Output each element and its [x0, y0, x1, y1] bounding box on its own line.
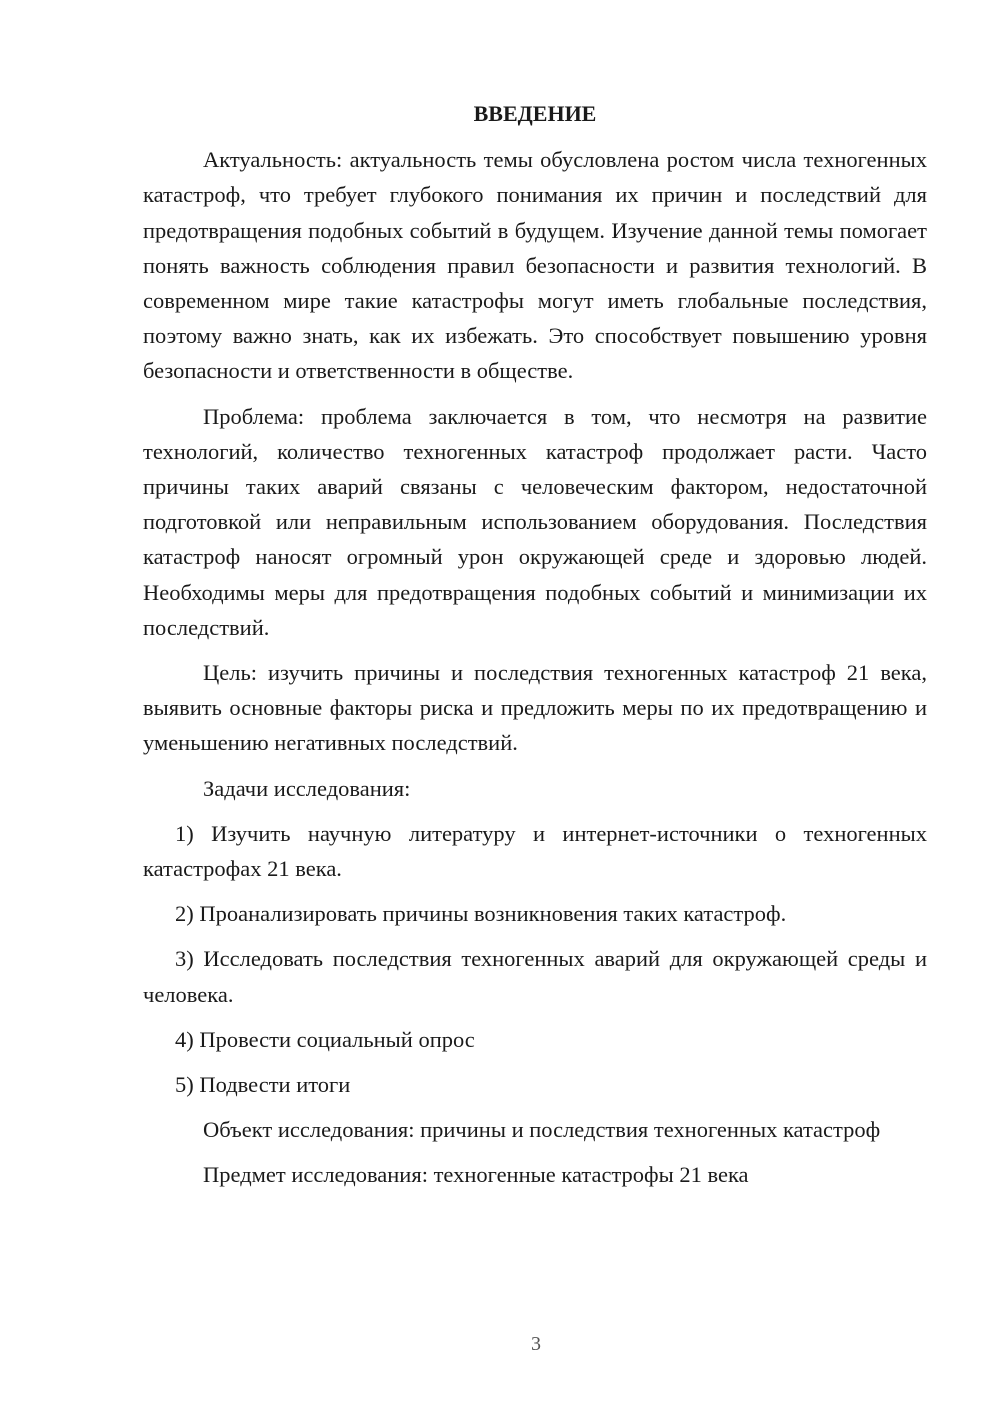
task-item: 2) Проанализировать причины возникновения таких катастроф. [175, 901, 787, 927]
object-paragraph: Объект исследования: причины и последствия техногенных катастроф [203, 1117, 881, 1143]
tasks-heading: Задачи исследования: [203, 775, 411, 801]
section-title: ВВЕДЕНИЕ [473, 101, 597, 126]
goal-paragraph: Цель: изучить причины и последствия техногенных катастроф 21 века, выявить основные факторы риска и предложить меры по их предотвращению и уменьшению негативных последствий. [143, 660, 927, 756]
relevance-paragraph: Актуальность: актуальность темы обусловлена ростом числа техногенных катастроф, что требует глубокого понимания их причин и последствий для предотвращения подобных событий в будущем. Изучение данной темы помогает понять важность соблюдения правил безопасности и развития технологий. В современном мире такие катастрофы могут иметь глобальные последствия, поэтому важно знать, как их избежать. Это способствует повышению уровня безопасности и ответственности в обществе. [143, 147, 927, 384]
page-number: 3 [531, 1333, 541, 1355]
task-item: 4) Провести социальный опрос [175, 1026, 475, 1052]
task-item: 5) Подвести итоги [175, 1072, 351, 1098]
task-item: 1) Изучить научную литературу и интернет-источники о техногенных катастрофах 21 века. [143, 820, 927, 882]
task-item: 3) Исследовать последствия техногенных аварий для окружающей среды и человека. [143, 946, 927, 1007]
document-page [143, 96, 927, 1203]
subject-paragraph: Предмет исследования: техногенные катастрофы 21 века [203, 1162, 749, 1188]
problem-paragraph: Проблема: проблема заключается в том, что несмотря на развитие технологий, количество техногенных катастроф продолжает расти. Часто причины таких аварий связаны с человеческим фактором, недостаточной подготовкой или неправильным использованием оборудования. Последствия катастроф наносят огромный урон окружающей среде и здоровью людей. Необходимы меры для предотвращения подобных событий и минимизации их последствий. [143, 403, 927, 640]
